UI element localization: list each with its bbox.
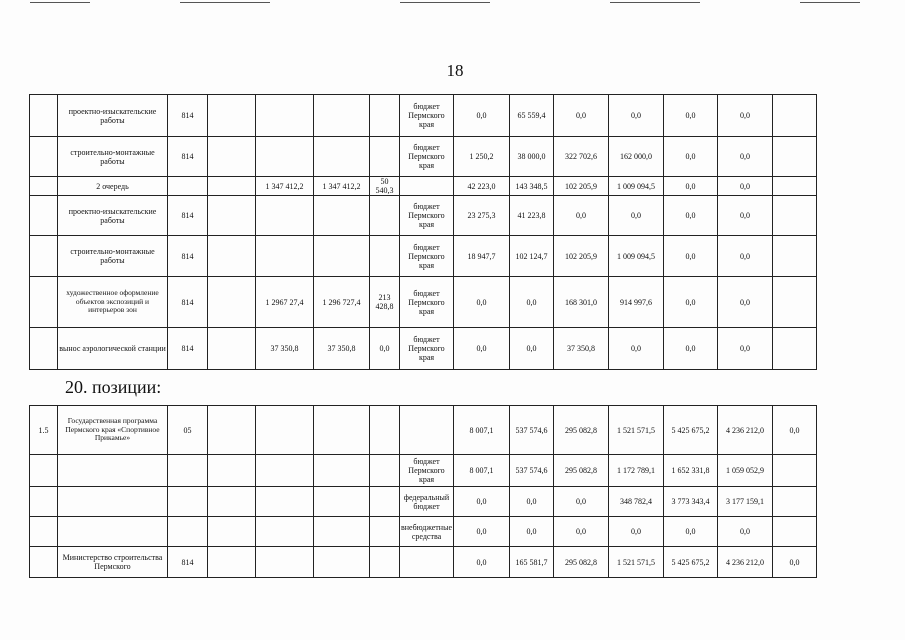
top-border-line (30, 2, 90, 3)
cell: 0,0 (718, 277, 773, 328)
cell (208, 177, 256, 196)
cell: федеральный бюджет (400, 487, 454, 517)
cell (30, 95, 58, 137)
cell: 0,0 (718, 517, 773, 547)
cell (370, 487, 400, 517)
cell (30, 455, 58, 487)
cell (30, 277, 58, 328)
cell: 814 (168, 236, 208, 277)
cell: 0,0 (454, 517, 510, 547)
cell (314, 137, 370, 177)
cell (168, 455, 208, 487)
cell: 213 428,8 (370, 277, 400, 328)
cell: 1.5 (30, 406, 58, 455)
cell (58, 487, 168, 517)
table-row (30, 277, 817, 328)
cell: 1 250,2 (454, 137, 510, 177)
cell (773, 236, 817, 277)
table-row (30, 517, 817, 547)
cell: 162 000,0 (609, 137, 664, 177)
cell: строительно-монтажные работы (58, 137, 168, 177)
cell (400, 406, 454, 455)
cell: 0,0 (609, 196, 664, 236)
cell: 65 559,4 (510, 95, 554, 137)
cell: 165 581,7 (510, 547, 554, 578)
top-border-line (610, 2, 700, 3)
table-row (30, 177, 817, 196)
cell: 322 702,6 (554, 137, 609, 177)
cell: 1 521 571,5 (609, 547, 664, 578)
cell (256, 547, 314, 578)
cell: 38 000,0 (510, 137, 554, 177)
cell (256, 137, 314, 177)
cell: 1 347 412,2 (314, 177, 370, 196)
cell (58, 517, 168, 547)
cell (370, 236, 400, 277)
table-row (30, 406, 817, 455)
cell: 8 007,1 (454, 406, 510, 455)
cell: внебюджетные средства (400, 517, 454, 547)
table-row (30, 455, 817, 487)
cell: 814 (168, 328, 208, 370)
cell: 8 007,1 (454, 455, 510, 487)
cell (314, 196, 370, 236)
cell: 0,0 (609, 517, 664, 547)
cell: 50 540,3 (370, 177, 400, 196)
cell (773, 328, 817, 370)
cell: 1 172 789,1 (609, 455, 664, 487)
cell: 0,0 (554, 196, 609, 236)
table-row (30, 547, 817, 578)
cell: 0,0 (718, 177, 773, 196)
cell: Государственная программа Пермского края «Спортивное Прикамье» (58, 406, 168, 455)
cell: бюджет Пермского края (400, 236, 454, 277)
cell (314, 455, 370, 487)
cell (370, 95, 400, 137)
cell (314, 236, 370, 277)
top-border-line (800, 2, 860, 3)
cell: 0,0 (454, 487, 510, 517)
cell (208, 277, 256, 328)
cell (208, 547, 256, 578)
cell: 42 223,0 (454, 177, 510, 196)
page-number: 18 (446, 61, 464, 80)
cell (208, 517, 256, 547)
cell: 1 296 727,4 (314, 277, 370, 328)
cell: 1 009 094,5 (609, 177, 664, 196)
cell (370, 137, 400, 177)
cell: Министерство строительства Пермского (58, 547, 168, 578)
cell: 0,0 (510, 328, 554, 370)
cell: 0,0 (454, 328, 510, 370)
top-border-line (180, 2, 270, 3)
cell: 0,0 (664, 236, 718, 277)
cell: 0,0 (718, 95, 773, 137)
cell (168, 517, 208, 547)
cell: 0,0 (664, 177, 718, 196)
top-border-line (400, 2, 490, 3)
cell (168, 487, 208, 517)
cell: 37 350,8 (554, 328, 609, 370)
cell: 102 124,7 (510, 236, 554, 277)
cell (256, 95, 314, 137)
cell (773, 517, 817, 547)
cell (370, 406, 400, 455)
cell (256, 196, 314, 236)
cell: бюджет Пермского края (400, 95, 454, 137)
cell (208, 455, 256, 487)
cell: 0,0 (718, 196, 773, 236)
cell: 0,0 (664, 196, 718, 236)
cell: 295 082,8 (554, 547, 609, 578)
cell: 5 425 675,2 (664, 547, 718, 578)
cell: 914 997,6 (609, 277, 664, 328)
cell (773, 277, 817, 328)
table-row (30, 328, 817, 370)
cell: 0,0 (554, 487, 609, 517)
cell (400, 547, 454, 578)
cell: 814 (168, 137, 208, 177)
cell: 102 205,9 (554, 177, 609, 196)
cell: 1 347 412,2 (256, 177, 314, 196)
cell: 3 773 343,4 (664, 487, 718, 517)
cell: 05 (168, 406, 208, 455)
cell: 295 082,8 (554, 455, 609, 487)
cell: 0,0 (664, 328, 718, 370)
cell: 4 236 212,0 (718, 406, 773, 455)
cell: 41 223,8 (510, 196, 554, 236)
cell: 0,0 (609, 95, 664, 137)
cell (208, 95, 256, 137)
cell: бюджет Пермского края (400, 328, 454, 370)
table-row (30, 196, 817, 236)
cell: 814 (168, 95, 208, 137)
cell: 1 652 331,8 (664, 455, 718, 487)
cell (256, 487, 314, 517)
cell: 18 947,7 (454, 236, 510, 277)
cell (314, 95, 370, 137)
cell: 37 350,8 (314, 328, 370, 370)
cell: 168 301,0 (554, 277, 609, 328)
cell (370, 196, 400, 236)
cell: 1 009 094,5 (609, 236, 664, 277)
table-row (30, 236, 817, 277)
cell (30, 177, 58, 196)
cell (30, 196, 58, 236)
cell: 295 082,8 (554, 406, 609, 455)
cell (30, 236, 58, 277)
cell (168, 177, 208, 196)
cell (30, 328, 58, 370)
cell: 0,0 (718, 236, 773, 277)
cell: проектно-изыскательские работы (58, 196, 168, 236)
cell: 1 059 052,9 (718, 455, 773, 487)
cell: 0,0 (664, 517, 718, 547)
cell (370, 455, 400, 487)
cell (30, 517, 58, 547)
cell (314, 517, 370, 547)
cell: проектно-изыскательские работы (58, 95, 168, 137)
cell: 0,0 (664, 277, 718, 328)
cell: 0,0 (510, 517, 554, 547)
cell: 0,0 (773, 547, 817, 578)
cell: 1 2967 27,4 (256, 277, 314, 328)
cell: 0,0 (454, 277, 510, 328)
cell: 0,0 (454, 547, 510, 578)
cell: 0,0 (718, 328, 773, 370)
cell: художественное оформление объектов экспозиций и интерьеров зон (58, 277, 168, 328)
cell: 0,0 (664, 95, 718, 137)
table-row (30, 137, 817, 177)
cell (58, 455, 168, 487)
cell (370, 547, 400, 578)
cell (773, 196, 817, 236)
cell (208, 487, 256, 517)
cell: 0,0 (454, 95, 510, 137)
cell: 348 782,4 (609, 487, 664, 517)
cell: 5 425 675,2 (664, 406, 718, 455)
cell (773, 137, 817, 177)
cell (208, 328, 256, 370)
cell: бюджет Пермского края (400, 277, 454, 328)
cell: 0,0 (609, 328, 664, 370)
cell: 814 (168, 196, 208, 236)
cell (773, 487, 817, 517)
cell (256, 517, 314, 547)
cell: 0,0 (718, 137, 773, 177)
table-row (30, 487, 817, 517)
cell: вынос аэрологической станции (58, 328, 168, 370)
cell: 537 574,6 (510, 406, 554, 455)
cell: 4 236 212,0 (718, 547, 773, 578)
cell: 0,0 (664, 137, 718, 177)
cell: 0,0 (370, 328, 400, 370)
cell: 0,0 (510, 487, 554, 517)
cell: 0,0 (554, 517, 609, 547)
cell: 102 205,9 (554, 236, 609, 277)
cell (208, 196, 256, 236)
cell (314, 487, 370, 517)
cell (256, 455, 314, 487)
cell: бюджет Пермского края (400, 137, 454, 177)
cell (400, 177, 454, 196)
cell (256, 236, 314, 277)
cell (30, 487, 58, 517)
cell (773, 177, 817, 196)
cell: 1 521 571,5 (609, 406, 664, 455)
cell: 814 (168, 277, 208, 328)
cell (773, 95, 817, 137)
cell: 143 348,5 (510, 177, 554, 196)
cell: 814 (168, 547, 208, 578)
cell (314, 547, 370, 578)
cell: 2 очередь (58, 177, 168, 196)
cell: 537 574,6 (510, 455, 554, 487)
cell (208, 137, 256, 177)
cell: 3 177 159,1 (718, 487, 773, 517)
cell: 23 275,3 (454, 196, 510, 236)
cell (208, 406, 256, 455)
cell (370, 517, 400, 547)
cell (208, 236, 256, 277)
table-row (30, 95, 817, 137)
cell: 0,0 (510, 277, 554, 328)
budget-table-2 (29, 405, 817, 578)
cell: 0,0 (554, 95, 609, 137)
cell (773, 455, 817, 487)
cell (256, 406, 314, 455)
cell: строительно-монтажные работы (58, 236, 168, 277)
cell: бюджет Пермского края (400, 196, 454, 236)
cell (30, 547, 58, 578)
cell (314, 406, 370, 455)
cell: 0,0 (773, 406, 817, 455)
budget-table-1 (29, 94, 817, 370)
cell (30, 137, 58, 177)
cell: бюджет Пермского края (400, 455, 454, 487)
cell: 37 350,8 (256, 328, 314, 370)
section-heading: 20. позиции: (65, 377, 162, 397)
